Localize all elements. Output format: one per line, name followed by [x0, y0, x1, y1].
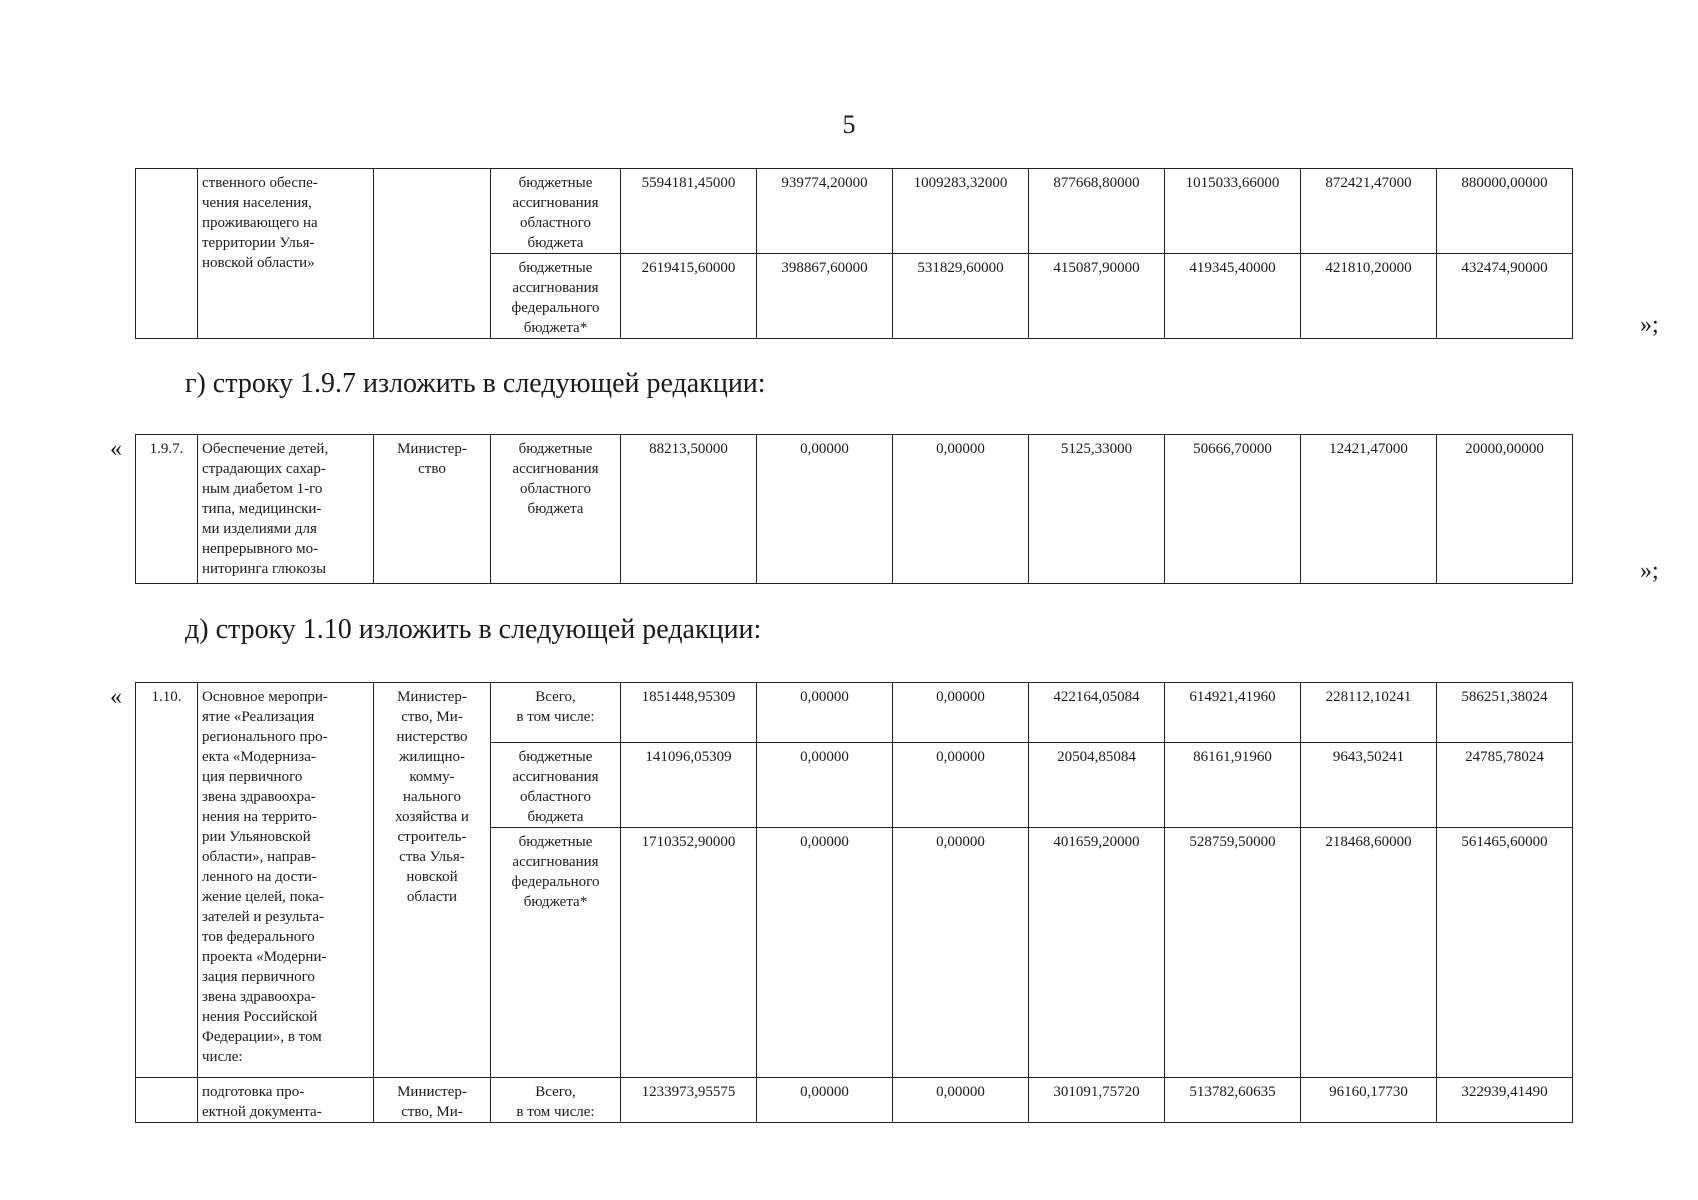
value-cell: 5594181,45000 [621, 169, 757, 254]
value-cell: 872421,47000 [1301, 169, 1437, 254]
value-cell: 939774,20000 [757, 169, 893, 254]
table-row-1-9-7 [135, 434, 1573, 584]
executor-cell [374, 169, 491, 339]
value-cell: 12421,47000 [1301, 435, 1437, 584]
page-number: 5 [842, 110, 856, 139]
value-cell: 0,00000 [757, 435, 893, 584]
number-cell [136, 1078, 198, 1123]
table-row-1-10 [135, 682, 1573, 1123]
value-cell: 415087,90000 [1029, 254, 1165, 339]
value-cell: 24785,78024 [1437, 743, 1573, 828]
value-cell: 301091,75720 [1029, 1078, 1165, 1123]
value-cell: 5125,33000 [1029, 435, 1165, 584]
executor-cell: Министер- ство, Ми- [374, 1078, 491, 1123]
value-cell: 218468,60000 [1301, 828, 1437, 1078]
value-cell: 2619415,60000 [621, 254, 757, 339]
executor-cell: Министер- ство, Ми- нистерство жилищно- комму- нального хозяйства и строитель- ства Улья- новской области [374, 683, 491, 1078]
value-cell: 0,00000 [893, 828, 1029, 1078]
source-cell: бюджетные ассигнования областного бюджета [491, 435, 621, 584]
table-row [136, 683, 1573, 743]
value-cell: 86161,91960 [1165, 743, 1301, 828]
source-cell: бюджетные ассигнования федерального бюджета* [491, 828, 621, 1078]
name-cell: ственного обеспе- чения населения, проживающего на территории Улья- новской области» [198, 169, 374, 339]
value-cell: 432474,90000 [1437, 254, 1573, 339]
value-cell: 0,00000 [893, 435, 1029, 584]
section-heading-d: д) строку 1.10 изложить в следующей редакции: [185, 614, 762, 645]
closing-quote-mark: »; [1640, 558, 1659, 584]
value-cell: 531829,60000 [893, 254, 1029, 339]
value-cell: 0,00000 [893, 1078, 1029, 1123]
executor-cell: Министер- ство [374, 435, 491, 584]
table-row [136, 169, 1573, 254]
value-cell: 141096,05309 [621, 743, 757, 828]
value-cell: 422164,05084 [1029, 683, 1165, 743]
value-cell: 228112,10241 [1301, 683, 1437, 743]
value-cell: 398867,60000 [757, 254, 893, 339]
value-cell: 0,00000 [757, 828, 893, 1078]
value-cell: 20000,00000 [1437, 435, 1573, 584]
table-row [136, 1078, 1573, 1123]
value-cell: 0,00000 [893, 683, 1029, 743]
value-cell: 50666,70000 [1165, 435, 1301, 584]
value-cell: 1009283,32000 [893, 169, 1029, 254]
value-cell: 561465,60000 [1437, 828, 1573, 1078]
source-cell: бюджетные ассигнования областного бюджета [491, 169, 621, 254]
value-cell: 528759,50000 [1165, 828, 1301, 1078]
number-cell [136, 169, 198, 339]
value-cell: 880000,00000 [1437, 169, 1573, 254]
value-cell: 0,00000 [757, 683, 893, 743]
value-cell: 322939,41490 [1437, 1078, 1573, 1123]
value-cell: 586251,38024 [1437, 683, 1573, 743]
source-cell: Всего, в том числе: [491, 1078, 621, 1123]
value-cell: 614921,41960 [1165, 683, 1301, 743]
opening-quote-mark: « [110, 684, 122, 710]
value-cell: 0,00000 [893, 743, 1029, 828]
name-cell: подготовка про- ектной документа- [198, 1078, 374, 1123]
table-row [136, 435, 1573, 584]
value-cell: 877668,80000 [1029, 169, 1165, 254]
value-cell: 421810,20000 [1301, 254, 1437, 339]
value-cell: 9643,50241 [1301, 743, 1437, 828]
value-cell: 1233973,95575 [621, 1078, 757, 1123]
name-cell: Основное меропри- ятие «Реализация регионального про- екта «Модерниза- ция первичного звена здравоохра- нения на террито- рии Ульяновской области», направ- ленного на дости- жение целей, пока- зателей и результа- тов федерального проекта «Модерни- зация первичного звена здравоохра- нения Российской Федерации», в том числе: [198, 683, 374, 1078]
value-cell: 0,00000 [757, 743, 893, 828]
value-cell: 1710352,90000 [621, 828, 757, 1078]
value-cell: 1851448,95309 [621, 683, 757, 743]
value-cell: 513782,60635 [1165, 1078, 1301, 1123]
table-continuation [135, 168, 1573, 339]
opening-quote-mark: « [110, 436, 122, 462]
section-heading-g: г) строку 1.9.7 изложить в следующей редакции: [185, 368, 766, 399]
value-cell: 88213,50000 [621, 435, 757, 584]
value-cell: 401659,20000 [1029, 828, 1165, 1078]
number-cell: 1.9.7. [136, 435, 198, 584]
value-cell: 419345,40000 [1165, 254, 1301, 339]
source-cell: Всего, в том числе: [491, 683, 621, 743]
value-cell: 20504,85084 [1029, 743, 1165, 828]
number-cell: 1.10. [136, 683, 198, 1078]
source-cell: бюджетные ассигнования областного бюджета [491, 743, 621, 828]
value-cell: 1015033,66000 [1165, 169, 1301, 254]
source-cell: бюджетные ассигнования федерального бюджета* [491, 254, 621, 339]
value-cell: 96160,17730 [1301, 1078, 1437, 1123]
name-cell: Обеспечение детей, страдающих сахар- ным диабетом 1-го типа, медицински- ми изделиями для непрерывного мо- ниторинга глюкозы [198, 435, 374, 584]
value-cell: 0,00000 [757, 1078, 893, 1123]
closing-quote-mark: »; [1640, 312, 1659, 338]
